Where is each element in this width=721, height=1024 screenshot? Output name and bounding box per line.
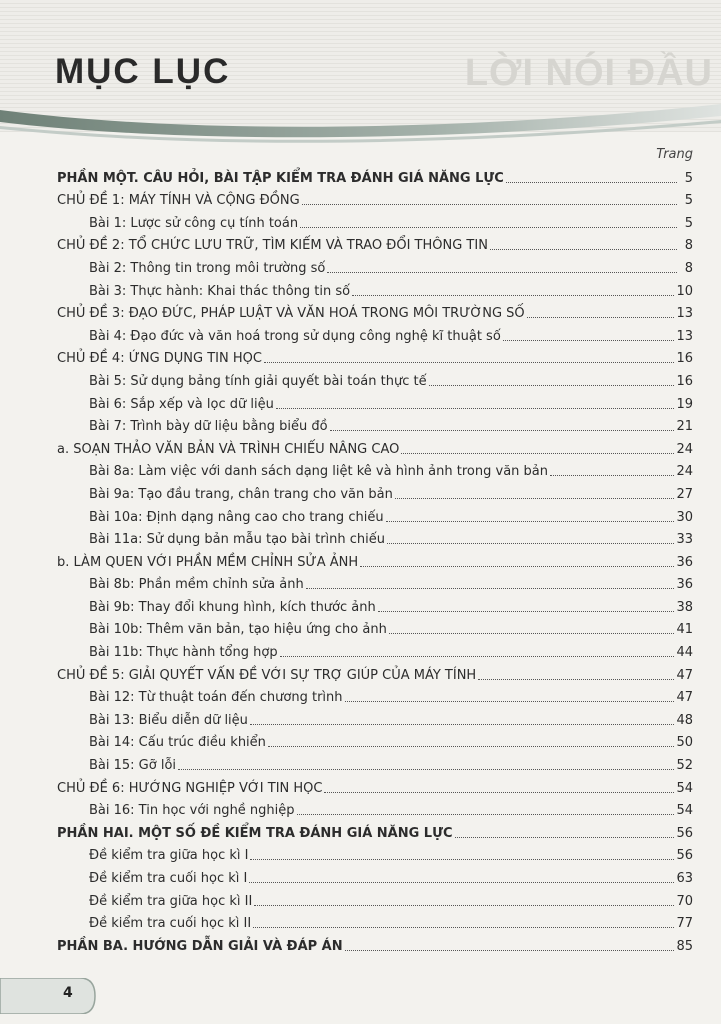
dot-leader [387,542,674,544]
toc-entry-title: PHẦN MỘT. CÂU HỎI, BÀI TẬP KIỂM TRA ĐÁNH GIÁ NĂNG LỰC [57,170,504,186]
toc-entry-title: CHỦ ĐỀ 6: HƯỚNG NGHIỆP VỚI TIN HỌC [57,780,323,796]
toc-entry-page: 54 [676,780,693,796]
toc-entry [57,345,693,368]
toc-entry-page: 56 [676,848,693,864]
toc-entry-title: Bài 1: Lược sử công cụ tính toán [89,215,299,231]
toc-entry [57,593,693,616]
bleed-through-heading: LỜI NÓI ĐẦU [464,52,713,94]
toc-entry-title: CHỦ ĐỀ 1: MÁY TÍNH VÀ CỘNG ĐỒNG [57,193,300,209]
toc-entry-title: Bài 2: Thông tin trong môi trường số [89,260,326,276]
toc-entry-title: Bài 3: Thực hành: Khai thác thông tin số [89,283,351,299]
toc-entry-title: Bài 10a: Định dạng nâng cao cho trang chiếu [89,509,384,525]
toc-entry-page: 70 [676,893,693,909]
toc-entry [57,751,693,774]
toc-entry [57,413,693,436]
toc-entry [57,480,693,503]
dot-leader [327,271,677,273]
toc-entry [57,842,693,865]
toc-entry-page: 24 [676,441,693,457]
toc-entry-page: 85 [676,938,693,954]
toc-entry [57,887,693,910]
toc-entry-page: 47 [676,667,693,683]
toc-entry-page: 41 [676,622,693,638]
dot-leader [268,745,675,747]
toc-entry-page: 5 [684,215,693,231]
toc-entry-page: 77 [676,916,693,932]
toc-entry [57,187,693,210]
toc-entry-page: 13 [676,306,693,322]
toc-entry-title: PHẦN BA. HƯỚNG DẪN GIẢI VÀ ĐÁP ÁN [57,938,343,954]
toc-entry-title: Đề kiểm tra giữa học kì I [89,848,249,864]
dot-leader [306,587,675,589]
toc-entry-page: 38 [676,599,693,615]
dot-leader [253,926,674,928]
dot-leader [389,632,675,634]
decorative-swoosh [0,96,721,156]
toc-entry [57,864,693,887]
dot-leader [330,429,675,431]
toc-entry-title: PHẦN HAI. MỘT SỐ ĐỀ KIỂM TRA ĐÁNH GIÁ NĂNG LỰC [57,825,453,841]
toc-entry [57,774,693,797]
toc-entry-title: CHỦ ĐỀ 4: ỨNG DỤNG TIN HỌC [57,351,262,367]
toc-entry-page: 8 [684,238,693,254]
dot-leader [249,881,674,883]
dot-leader [345,700,675,702]
dot-leader [264,361,674,363]
toc-entry-page: 63 [676,871,693,886]
toc-entry-page: 50 [676,735,693,751]
toc-entry [57,322,693,345]
toc-entry-title: Bài 7: Trình bày dữ liệu bằng biểu đồ [89,419,328,435]
toc-entry-page: 36 [676,577,693,593]
toc-entry-title: Bài 16: Tin học với nghề nghiệp [89,803,295,819]
toc-entry [57,819,693,842]
dot-leader [490,248,677,250]
toc-entry-page: 8 [684,260,693,276]
dot-leader [276,407,675,409]
page-number: 4 [63,985,73,1001]
toc-entry-title: Bài 8a: Làm việc với danh sách dạng liệt kê và hình ảnh trong văn bản [89,464,548,480]
toc-entry-page: 44 [676,645,693,661]
dot-leader [352,294,674,296]
toc-entry-page: 16 [676,373,693,389]
toc-entry-page: 48 [676,712,693,728]
toc-entry [57,367,693,390]
dot-leader [386,520,675,522]
toc-entry-page: 54 [676,803,693,819]
toc-entry-page: 27 [676,486,693,502]
toc-entry-title: Bài 6: Sắp xếp và lọc dữ liệu [89,396,274,412]
toc-entry-page: 5 [684,193,693,209]
dot-leader [254,904,674,906]
dot-leader [506,181,677,183]
dot-leader [324,791,674,793]
toc-entry [57,503,693,526]
toc-entry-page: 5 [684,170,693,186]
toc-entry-page: 47 [676,690,693,706]
toc-entry [57,932,693,955]
toc-entry-page: 24 [676,464,693,480]
dot-leader [178,768,674,770]
toc-entry [57,277,693,300]
toc-entry-page: 36 [676,554,693,570]
toc-entry-page: 21 [676,419,693,435]
dot-leader [300,226,677,228]
dot-leader [345,949,675,951]
toc-entry [57,526,693,549]
page-title: MỤC LỤC [55,52,231,91]
toc-entry-title: a. SOẠN THẢO VĂN BẢN VÀ TRÌNH CHIẾU NÂNG CAO [57,441,400,457]
dot-leader [302,203,677,205]
toc-entry-page: 30 [676,509,693,525]
toc-entry [57,435,693,458]
dot-leader [478,678,674,680]
dot-leader [503,339,675,341]
toc-entry-title: Bài 8b: Phần mềm chỉnh sửa ảnh [89,577,304,593]
toc-entry-page: 13 [676,328,693,344]
toc-entry [57,164,693,187]
dot-leader [550,474,674,476]
toc-entry-title: CHỦ ĐỀ 3: ĐẠO ĐỨC, PHÁP LUẬT VÀ VĂN HOÁ TRONG MÔI TRƯỜNG SỐ [57,306,525,322]
dot-leader [280,655,675,657]
toc-entry-title: Bài 4: Đạo đức và văn hoá trong sử dụng công nghệ kĩ thuật số [89,328,501,344]
toc-entry-title: Bài 5: Sử dụng bảng tính giải quyết bài toán thực tế [89,373,427,389]
toc-entry [57,638,693,661]
dot-leader [429,384,675,386]
toc-entry-title: Bài 12: Từ thuật toán đến chương trình [89,690,343,706]
toc-entry [57,797,693,820]
page-column-label: Trang [656,147,693,162]
toc-entry [57,661,693,684]
toc-entry-title: Đề kiểm tra cuối học kì I [89,871,248,886]
toc-entry-page: 52 [676,758,693,774]
toc-entry [57,254,693,277]
toc-entry-title: Đề kiểm tra giữa học kì II [89,893,253,909]
toc-entry-title: Bài 14: Cấu trúc điều khiển [89,735,266,751]
dot-leader [455,836,675,838]
toc-entry [57,300,693,323]
toc-entry-title: Bài 11b: Thực hành tổng hợp [89,645,278,661]
toc-entry-page: 16 [676,351,693,367]
toc-entry [57,232,693,255]
toc-entry [57,729,693,752]
toc-entry [57,616,693,639]
toc-entry-title: Đề kiểm tra cuối học kì II [89,916,252,932]
table-of-contents [57,164,693,955]
toc-entry [57,458,693,481]
dot-leader [297,813,675,815]
toc-entry-title: b. LÀM QUEN VỚI PHẦN MỀM CHỈNH SỬA ẢNH [57,554,359,570]
dot-leader [250,723,675,725]
toc-entry-title: CHỦ ĐỀ 5: GIẢI QUYẾT VẤN ĐỀ VỚI SỰ TRỢ GIÚP CỦA MÁY TÍNH [57,667,477,683]
dot-leader [401,452,674,454]
toc-entry-page: 10 [676,283,693,299]
dot-leader [250,858,674,860]
toc-entry [57,209,693,232]
toc-entry-page: 19 [676,396,693,412]
toc-entry-title: Bài 9b: Thay đổi khung hình, kích thước ảnh [89,599,376,615]
toc-entry-title: Bài 15: Gỡ lỗi [89,758,177,774]
toc-entry-title: Bài 10b: Thêm văn bản, tạo hiệu ứng cho ảnh [89,622,387,638]
toc-entry-title: Bài 13: Biểu diễn dữ liệu [89,712,248,728]
toc-entry-page: 33 [676,532,693,548]
toc-entry-title: Bài 9a: Tạo đầu trang, chân trang cho văn bản [89,486,393,502]
toc-entry [57,910,693,933]
toc-entry [57,390,693,413]
toc-entry-title: Bài 11a: Sử dụng bản mẫu tạo bài trình chiếu [89,532,385,548]
toc-entry [57,548,693,571]
toc-entry [57,706,693,729]
toc-entry [57,684,693,707]
dot-leader [378,610,675,612]
toc-entry-title: CHỦ ĐỀ 2: TỔ CHỨC LƯU TRỮ, TÌM KIẾM VÀ TRAO ĐỔI THÔNG TIN [57,238,488,254]
dot-leader [395,497,675,499]
toc-entry-page: 56 [676,825,693,841]
toc-entry [57,571,693,594]
page-number-tab [0,978,100,1014]
dot-leader [527,316,675,318]
dot-leader [360,565,674,567]
